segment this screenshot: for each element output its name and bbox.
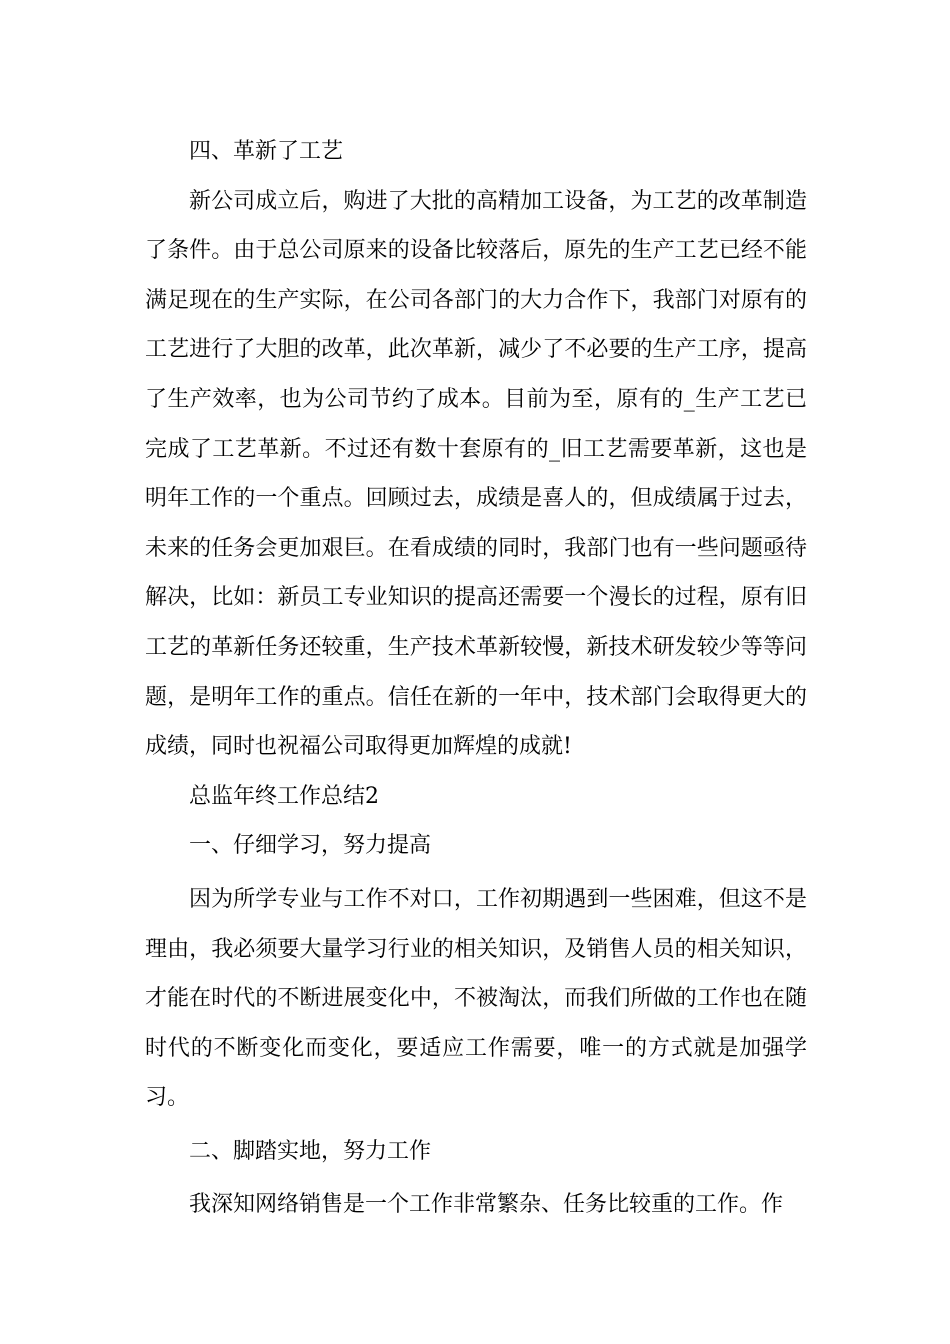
section-heading-study: 一、仔细学习，努力提高 xyxy=(189,833,432,859)
document-body xyxy=(145,127,807,1230)
paragraph-work: 我深知网络销售是一个工作非常繁杂、任务比较重的工作。作 xyxy=(189,1192,784,1218)
section-heading-craft-innovation: 四、革新了工艺 xyxy=(189,139,344,164)
paragraph-craft-innovation: 新公司成立后，购进了大批的高精加工设备，为工艺的改革制造了条件。由于总公司原来的设备比较落后，原先的生产工艺已经不能满足现在的生产实际，在公司各部门的大力合作下，我部门对原有的工艺进行了大胆的改革，此次革新，减少了不必要的生产工序，提高了生产效率，也为公司节约了成本。目前为至，原有的_生产工艺已完成了工艺革新。不过还有数十套原有的_旧工艺需要革新，这也是明年工作的一个重点。回顾过去，成绩是喜人的，但成绩属于过去，未来的任务会更加艰巨。在看成绩的同时，我部门也有一些问题亟待解决，比如：新员工专业知识的提高还需要一个漫长的过程，原有旧工艺的革新任务还较重，生产技术革新较慢，新技术研发较少等等问题，是明年工作的重点。信任在新的一年中，技术部门会取得更大的成绩，同时也祝福公司取得更加辉煌的成就! xyxy=(145,188,807,760)
paragraph-study: 因为所学专业与工作不对口，工作初期遇到一些困难，但这不是理由，我必须要大量学习行业的相关知识，及销售人员的相关知识，才能在时代的不断进展变化中，不被淘汰，而我们所做的工作也在随时代的不断变化而变化，要适应工作需要，唯一的方式就是加强学习。 xyxy=(145,886,807,1111)
document-title-summary-2: 总监年终工作总结2 xyxy=(189,783,379,809)
section-heading-work: 二、脚踏实地，努力工作 xyxy=(189,1138,432,1164)
